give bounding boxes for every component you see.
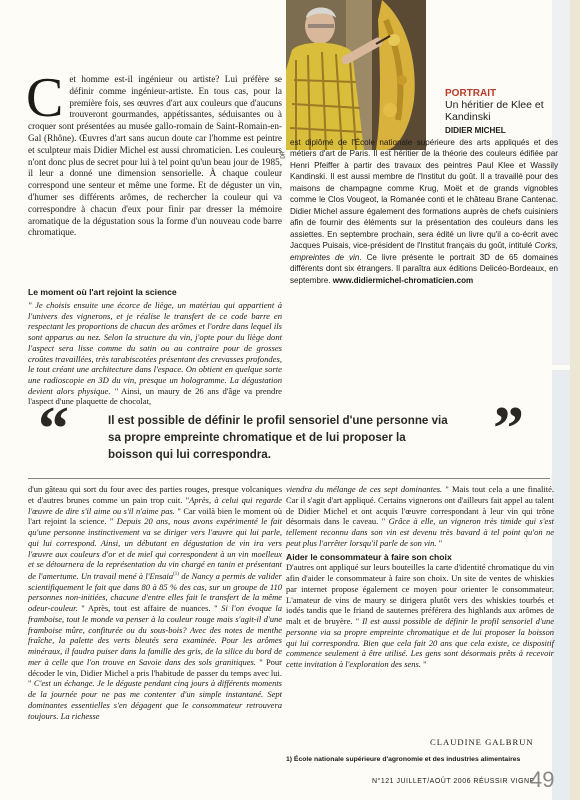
folio-line: N°121 JUILLET/AOÛT 2006 RÉUSSIR VIGNE [372, 778, 535, 785]
body-column-left [28, 484, 282, 721]
science-text: Ainsi, un maury de 26 ans d'âge va prendre l'aspect d'une plaquette de chocolat, [28, 385, 283, 407]
right-text-2: " [436, 537, 443, 548]
left-italic-1: Après, à celui qui regarde l'œuvre de dire s'il aime ou s'il n'aime pas. [28, 494, 282, 516]
photo-credit: DR [280, 151, 287, 159]
footnote-reference: (1) [173, 572, 179, 577]
left-text-4: " Pour décoder le vin, Didier Michel a pris l'habitude de passer du temps avec lui. " [28, 656, 282, 689]
left-italic-5: C'est un échange. Je le déguste pendant cinq jours à différents moments de la journée pour ne pas me contenter d'un simple instantané. Sept dominantes essentielles s'en dégagent que le consommateur retrouvera toujours. La richesse [28, 678, 282, 721]
left-text-1: d'un gâteau qui sort du four avec des parties rouges, presque volcaniques et d'autres brunes comme un pain trop cuit. " [28, 484, 282, 505]
left-italic-2: Depuis 20 ans, nous avons expérimenté le fait qu'une personne instinctivement va se diriger vers l'œuvre qui lui parle, qui lui correspond. Ainsi, un débutant en dégustation de vin ira vers l'œuvre aux couleurs d'or et de miel qui correspondent à un vin moelleux et se détournera de la représentation du vin chargé en tanin et présentant de l'amertume. Un travail mené à l'Ensaia [28, 516, 282, 581]
right-text-1: " Mais tout cela a une finalité. Car il s'agit d'art appliqué. Certains vignerons ont d'ailleurs fait appel au talent de Didier Michel et ont acquis l'œuvre correspondant à leur vin qui trône désormais dans le caveau. " [286, 484, 554, 527]
drop-cap: C [26, 67, 64, 129]
quote-open-mark: “ [38, 395, 69, 463]
left-text-3: " Après, tout est affaire de nuances. " [77, 603, 218, 614]
pull-quote-text: Il est possible de définir le profil sensoriel d'une personne via sa propre empreinte chromatique et de lui proposer la boisson qui lui correspondra. [108, 414, 448, 461]
author-signature: CLAUDINE GALBRUN [430, 737, 534, 747]
body-column-right [286, 484, 554, 670]
science-heading: Le moment où l'art rejoint la science [28, 287, 177, 297]
section-divider [28, 478, 550, 479]
bio-text-2: . Ce livre présente le portrait 3D de 65 domaines différents dont six étrangers. Il paraîtra aux éditions Delicéo-Bordeaux, en septembre. [290, 252, 558, 285]
science-paragraph [28, 300, 282, 407]
intro-text: et homme est-il ingénieur ou artiste? Lui préfère se définir comme ingénieur-artiste. En tous cas, pour la première fois, ses œuvres d'art aux couleurs que d'aucuns trouveront gourmandes, appétissantes, séduisantes ou à croquer sont présentées au musée gallo-romain de Saint-Romain-en-Gal (Rhône). Œuvres d'art sans aucun doute car l'homme est peintre et sculpteur mais Didier Michel est aussi chromaticien. Les couleurs n'ont donc plus de secret pour lui à tel point qu'un beau jour de 1985, il leur a donné une dimension sensorielle. À chaque couleur correspond une senteur et même une forme. Et de déguster un vin, d'humer ses différents arômes, de rechercher la couleur qui va correspondre à chacun d'eux pour finir par dresser la mémoire aromatique de la dégustation sous la forme d'un nouveau code barre chromatique. [28, 74, 282, 238]
bio-website[interactable]: www.didiermichel-chromaticien.com [332, 275, 474, 285]
page-number: 49 [530, 767, 555, 792]
right-text-3: D'autres ont appliqué sur leurs bouteilles la carte d'identité chromatique du vin afin d'aider le consommateur à faire son choix. Un site de ventes de whiskies par internet propose également ce moyen pour orienter le consommateur. L'amateur de vins de maury se dirigera plutôt vers des whiskies tourbés et iodés tandis que le friand de sauternes préférera des highlands aux arômes de malt et de bruyère. " [286, 562, 554, 626]
left-text-2: " Car voilà bien le moment où l'art rejoint la science. " [28, 505, 282, 527]
bio-text: est diplômé de l'École nationale supérieure des arts appliqués et des métiers d'art de Paris. Il est héritier de la théorie des couleurs édifiée par Henri Pfeiffer à partir des travaux des peintres Paul Klee et Wassily Kandinski. Il est aussi membre de l'Institut du goût. Il a travaillé pour des maisons de champagne comme Krug, Moët et de grands vignobles comme le Clos Vougeot, la Romanée conti et le château Brane Cantenac. Didier Michel assure également des formations auprès de chefs cuisiniers afin de fournir des éléments sur la présentation des couleurs dans les assiettes. En septembre prochain, sera édité un livre qu'il a co-écrit avec Jacques Puisais, vice-président de l'Institut français du goût, intitulé [290, 137, 558, 250]
portrait-kicker: PORTRAIT [445, 88, 497, 99]
intro-paragraph [26, 67, 282, 239]
bio-name: DIDIER MICHEL [445, 126, 506, 135]
bio-first-line [290, 125, 558, 137]
science-quote: " Je choisis ensuite une écorce de liège, un matériau qui appartient à l'univers des vignerons, et je réalise le transfert de ce code barre en respectant les proportions de chacun des arômes et l'ordre dans lequel ils sont apparus au nez. Selon la structure du vin, j'opte pour du liège dont l'aspect sera lisse comme du satin ou au contraire pour de grosses croûtes travaillées, très tarabiscotées présentant des crevasses profondes, le tout créant une architecture dans l'espace. On obtient en quelque sorte une radioscopie en 3D du vin, presque un hologramme. La dégustation devient alors physique. " [28, 300, 282, 396]
bio-book-title: Corks, empreintes de vin [290, 241, 558, 262]
portrait-title: Un héritier de Klee et Kandinski [445, 99, 544, 123]
footnote: 1) École nationale supérieure d'agronomie et des industries alimentaires [286, 756, 521, 763]
adjacent-page-strip-lower [552, 370, 570, 800]
right-italic-1: viendra du mélange de ces sept dominantes. [286, 484, 443, 494]
help-heading: Aider le consommateur à faire son choix [286, 551, 452, 562]
quote-close-mark: ” [493, 395, 524, 463]
left-italic-4: Si l'on évoque la framboise, tout le monde va penser à la couleur rouge mais s'agit-il d'une framboise mûre, confiturée ou du sous-bois? Avec des notes de menthe fraîche, la palette des verts bleutés sera examinée. Pour les arômes minéraux, il faudra puiser dans la famille des gris, de la silice du bord de mer à celle que l'on trouve en Savoie dans des sols granitiques. [28, 603, 282, 667]
right-text-4: " [420, 659, 427, 669]
left-italic-3: de Nancy a permis de valider scientifiquement le fait que dans 80 à 85 % des cas, sur un groupe de 110 personnes non-initiées, chacune d'entre elles fait le transfert de la même odeur-couleur. [28, 570, 282, 614]
page-edge [570, 0, 580, 800]
portrait-bio [290, 125, 558, 286]
right-italic-3: Il est aussi possible de définir le profil sensoriel d'une personne via sa propre empreinte chromatique et de lui proposer la boisson qui lui correspondra. Bien que cela fait 20 ans que cela existe, ce dispositif commence seulement à être utilisé. Les gens sont désormais prêts à recevoir cette invitation à l'exploration des sens. [286, 616, 554, 669]
right-italic-2: Grâce à elle, un vigneron très timide qui s'est tellement reconnu dans son vin est devenu très bavard à tel point qu'on ne peut plus l'arrêter lorsqu'il parle de son vin. [286, 516, 554, 548]
